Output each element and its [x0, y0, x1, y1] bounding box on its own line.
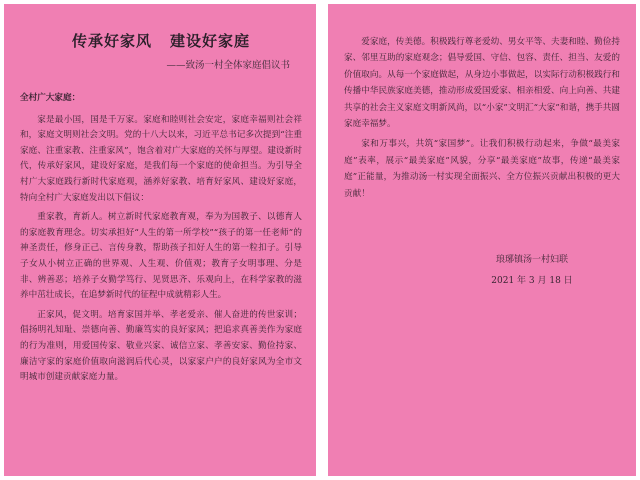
- signature-date: 2021 年 3 月 18 日: [491, 276, 573, 287]
- paragraph-family-education: 重家教，育新人。树立新时代家庭教育观，奉为为国教子、以德育人的家庭教育理念。切实承担好“人生的第一所学校”“孩子的第一任老师”的神圣责任，修身正己、言传身教，帮助孩子扣好人生的第一粒扣子。引导子女从小树立正确的世界观、人生观、价值观；教育子女明事理、分是非、辨善恶；培养子女勤学笃行、见贤思齐、乐观向上，在科学家教的滋养中茁壮成长，在追梦新时代的征程中成就精彩人生。: [20, 212, 302, 301]
- document-title: [20, 30, 302, 51]
- page-right: [328, 4, 636, 476]
- paragraph-intro: 家是最小国，国是千万家。家庭和睦则社会安定，家庭幸福则社会祥和，家庭文明则社会文明。党的十八大以来，习近平总书记多次提到“注重家庭、注重家教、注重家风”，饱含着对广大家庭的关怀与厚望。建设新时代，传承好家风，建设好家庭，是我们每一个家庭的使命担当。为引导全村广大家庭践行新时代家庭观，涵养好家教、培育好家风、建设好家庭，特向全村广大家庭发出以下倡议：: [20, 114, 302, 203]
- title-part-a: 传承好家风: [71, 32, 152, 50]
- page-left: [4, 4, 316, 476]
- paragraph-love-family: 爱家庭，传美德。积极践行尊老爱幼、男女平等、夫妻和睦、勤俭持家、邻里互助的家庭观念；倡导爱国、守信、包容、责任、担当、友爱的价值取向。从每一个家庭做起，从身边小事做起，以实际行动积极践行和传播中华民族家庭美德，推动形成爱国爱家、相亲相爱、向上向善、共建共享的社会主义家庭文明新风尚，以“小家”文明汇“大家”和谐，携手共圆家庭幸福梦。: [344, 37, 620, 130]
- paragraph-family-tradition: 正家风，促文明。培育家国并举、孝老爱亲、催人奋进的传世家训；倡扬明礼知耻、崇德向善、勤廉笃实的良好家风；把追求真善美作为家庭的行为准则，用爱国传家、敬业兴家、诚信立家、孝善安家、勤俭持家、廉洁守家的家庭价值取向滋润后代心灵，以家家户户的良好家风为全市文明城市创建贡献家庭力量。: [20, 309, 302, 383]
- title-part-b: 建设好家庭: [170, 32, 251, 50]
- document-subtitle: ——致汤一村全体家庭倡议书: [166, 60, 290, 71]
- salutation: 全村广大家庭：: [20, 93, 81, 103]
- paragraph-closing-call: 家和万事兴，共筑“家国梦”。让我们积极行动起来，争做“最美家庭”表率，展示“最美家庭”风貌，分享“最美家庭”故事，传递“最美家庭”正能量，为推动汤一村实现全面振兴、全方位振兴贡献出积极的更大贡献！: [344, 139, 620, 199]
- signature-organization: 琅琊镇汤一村妇联: [495, 255, 568, 266]
